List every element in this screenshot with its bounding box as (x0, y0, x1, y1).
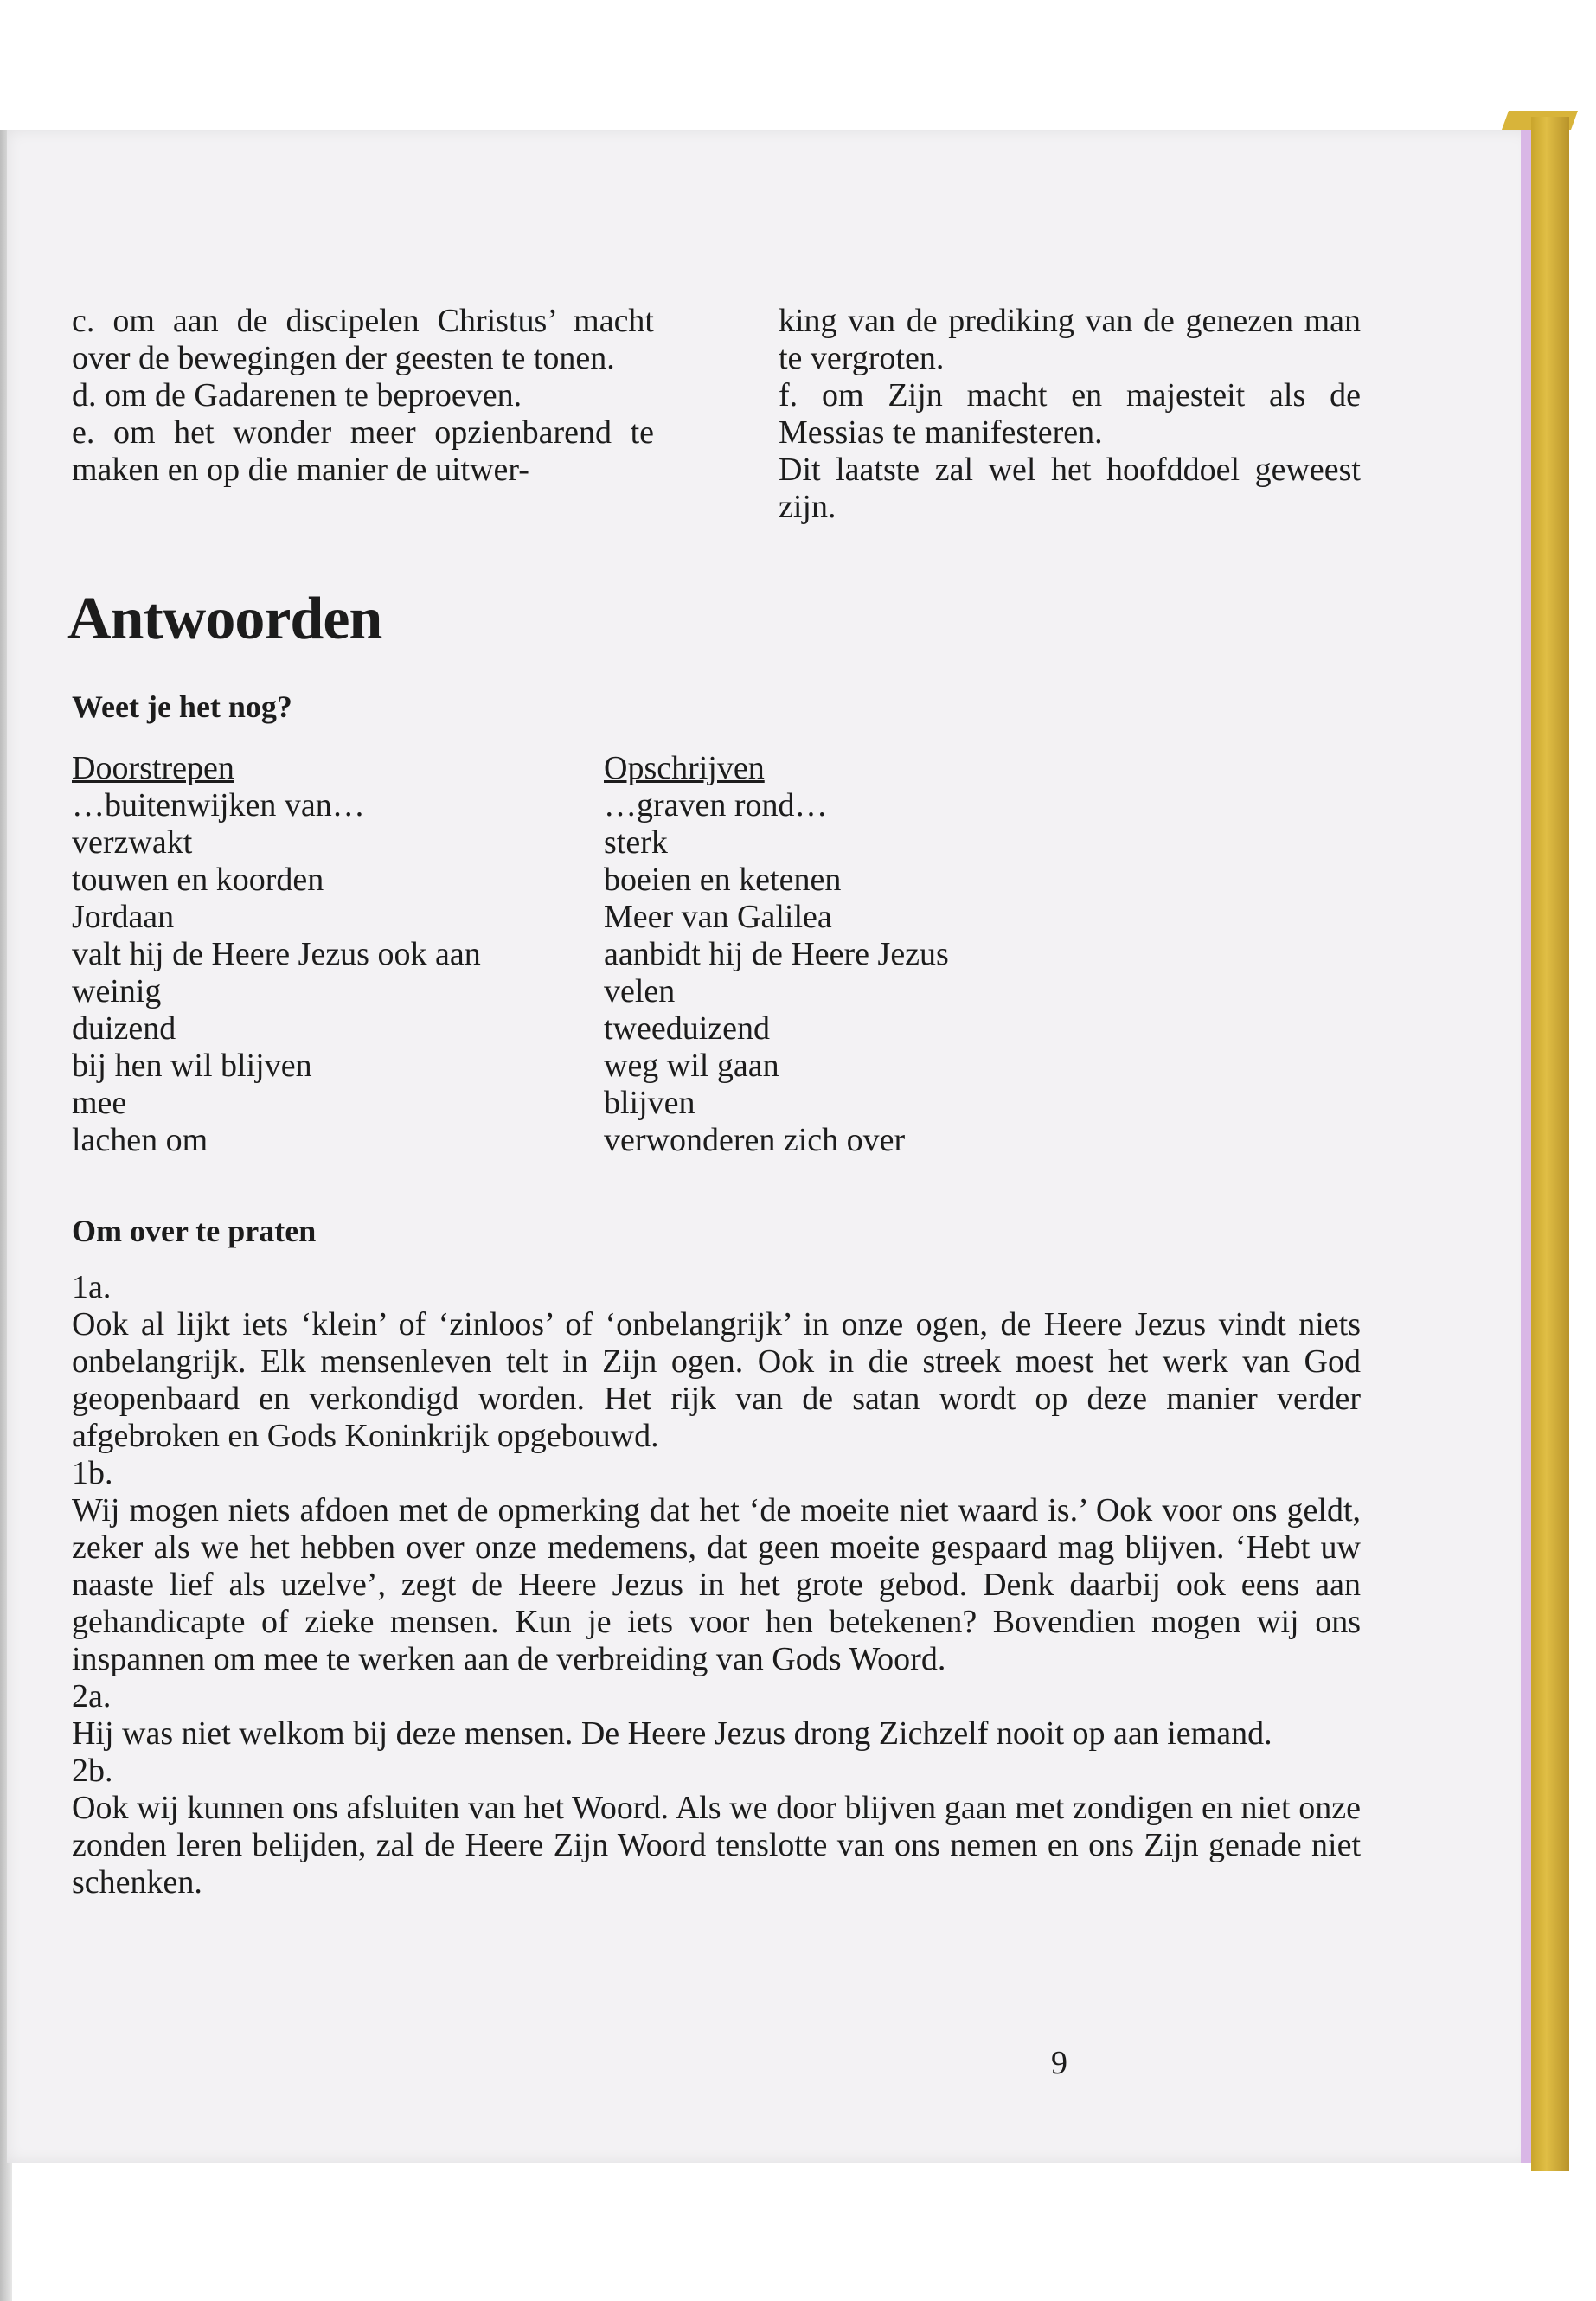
answer-conclusion: Dit laatste zal wel het hoofddoel geweest zijn. (779, 452, 1361, 525)
answer-e: e. om het wonder meer opzienbarend te maken en op die manier de uitwer- (72, 414, 654, 488)
list-item: aanbidt hij de Heere Jezus (604, 936, 949, 972)
discussion-answers (72, 1269, 1361, 1901)
list-item: touwen en koorden (72, 862, 324, 898)
list-item: bij hen wil blijven (72, 1048, 312, 1084)
list-item: verwonderen zich over (604, 1122, 906, 1158)
discussion-heading: Om over te praten (72, 1214, 317, 1248)
book-cover-edge (1531, 117, 1569, 2171)
write-list-header: Opschrijven (604, 750, 765, 786)
answer-label: 2b. (72, 1753, 113, 1789)
answer-text: Wij mogen niets afdoen met de opmerking dat het ‘de moeite niet waard is.’ Ook voor ons geldt, zeker als we het hebben over onze medemens, dat geen moeite gespaard mag blijven. ‘Hebt uw naaste lief als uzelve’, zegt de Heere Jezus in het grote gebod. Denk daarbij ook eens aan gehandicapte of zieke mensen. Kun je iets voor hen betekenen? Bovendien mogen wij ons inspannen om mee te werken aan de verbreiding van Gods Woord. (72, 1492, 1361, 1677)
section-title: Antwoorden (67, 586, 382, 652)
strike-list-header: Doorstrepen (72, 750, 234, 786)
list-item: …graven rond… (604, 787, 828, 824)
list-item: tweeduizend (604, 1010, 771, 1047)
list-item: Meer van Galilea (604, 899, 832, 935)
page-number: 9 (1051, 2045, 1067, 2081)
quiz-lists (72, 750, 1361, 1159)
list-item: lachen om (72, 1122, 208, 1158)
list-item: blijven (604, 1085, 695, 1121)
answer-c: c. om aan de discipelen Christus’ macht over de bewegingen der geesten te tonen. (72, 303, 654, 376)
answer-text: Hij was niet welkom bij deze mensen. De Heere Jezus drong Zichzelf nooit op aan iemand. (72, 1715, 1272, 1752)
list-item: sterk (604, 824, 668, 861)
answer-d: d. om de Gadarenen te beproeven. (72, 377, 522, 413)
page-content (67, 303, 1361, 1901)
answer-label: 1a. (72, 1269, 112, 1305)
continued-answers (72, 303, 1361, 526)
write-list (604, 750, 949, 1159)
continued-answers-left (72, 303, 654, 526)
list-item: valt hij de Heere Jezus ook aan (72, 936, 481, 972)
list-item: weg wil gaan (604, 1048, 779, 1084)
list-item: Jordaan (72, 899, 175, 935)
list-item: duizend (72, 1010, 176, 1047)
list-item: velen (604, 973, 676, 1009)
answer-label: 2a. (72, 1678, 112, 1715)
list-item: mee (72, 1085, 127, 1121)
page-edge-colored (1521, 130, 1531, 2163)
list-item: …buitenwijken van… (72, 787, 365, 824)
answer-text: Ook al lijkt iets ‘klein’ of ‘zinloos’ of ‘onbelangrijk’ in onze ogen, de Heere Jezus vindt niets onbelangrijk. Elk mensenleven telt in Zijn ogen. Ook in die streek moest het werk van God geopenbaard en verkondigd worden. Het rijk van de satan wordt op deze manier verder afgebroken en Gods Koninkrijk opgebouwd. (72, 1306, 1361, 1454)
strike-list (72, 750, 604, 1159)
answer-text: Ook wij kunnen ons afsluiten van het Woord. Als we door blijven gaan met zondigen en niet onze zonden leren belijden, zal de Heere Zijn Woord tenslotte van ons nemen en ons Zijn genade niet schenken. (72, 1790, 1361, 1900)
list-item: verzwakt (72, 824, 193, 861)
answer-e-continued: king van de prediking van de genezen man te vergroten. (779, 303, 1361, 376)
list-item: boeien en ketenen (604, 862, 842, 898)
answer-label: 1b. (72, 1455, 113, 1491)
answer-f: f. om Zijn macht en majesteit als de Messias te manifesteren. (779, 377, 1361, 451)
continued-answers-right (779, 303, 1361, 526)
quiz-heading: Weet je het nog? (72, 689, 292, 724)
list-item: weinig (72, 973, 162, 1009)
